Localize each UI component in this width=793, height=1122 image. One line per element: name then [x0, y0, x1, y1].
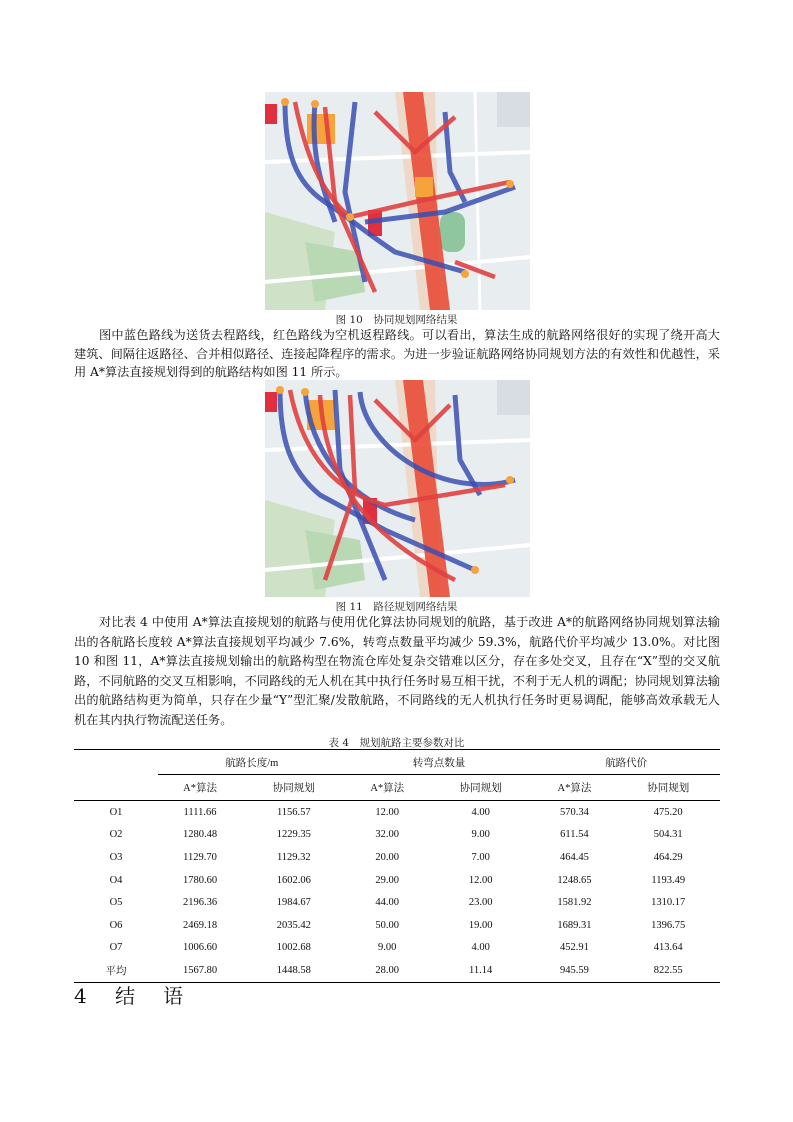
table-row-average: [74, 959, 720, 982]
figure-10-map: [265, 92, 530, 310]
table-cell: 2196.36: [182, 897, 218, 909]
table-cell: 2035.42: [276, 919, 311, 931]
table-cell: 9.00: [378, 942, 397, 954]
group-header-turns: 转弯点数量: [346, 750, 533, 775]
table-cell: 452.91: [559, 942, 589, 954]
table-row: [74, 914, 720, 937]
section-heading: [74, 980, 187, 1009]
table-cell: 28.00: [346, 959, 429, 982]
table-cell: 23.00: [468, 897, 493, 909]
row-label: O7: [109, 942, 123, 954]
row-label: O1: [109, 806, 123, 818]
table-cell: 1581.92: [557, 897, 592, 909]
table-cell: 2469.18: [182, 919, 218, 931]
table-cell: 945.59: [532, 959, 616, 982]
paragraph-1-text: 图中蓝色路线为送货去程路线，红色路线为空机返程路线。可以看出，算法生成的航路网络很好的实现了绕开高大建筑、间隔往返路径、合并相似路径、连接起降程序的需求。为进一步验证航路网络协同规划方法的有效性和优越性，采用 A*算法直接规划得到的航路结构如图 11 所示。: [74, 328, 720, 379]
table-cell: 1111.66: [183, 806, 217, 818]
subheader-cost-astar: A*算法: [532, 775, 616, 801]
table-cell: 4.00: [471, 806, 490, 818]
table-group-header-row: [74, 750, 720, 775]
subheader-turns-coop: 协同规划: [429, 775, 532, 801]
table-4-caption: 表 4 规划航路主要参数对比: [328, 737, 465, 749]
table-4: [74, 749, 720, 983]
table-cell: 4.00: [471, 942, 490, 954]
row-label: O3: [109, 851, 123, 863]
table-cell: 1780.60: [182, 874, 218, 886]
table-cell: 475.20: [653, 806, 683, 818]
table-cell: 32.00: [375, 829, 400, 841]
table-cell: 464.29: [653, 851, 683, 863]
group-header-length: 航路长度/m: [158, 750, 346, 775]
table-cell: 1129.32: [276, 851, 311, 863]
table-cell: 1396.75: [651, 919, 686, 931]
table-cell: 1689.31: [557, 919, 592, 931]
table-cell: 12.00: [468, 874, 493, 886]
row-label: O4: [109, 874, 123, 886]
paragraph-2-text: 对比表 4 中使用 A*算法直接规划的航路与使用优化算法协同规划的航路，基于改进 A*的航路网络协同规划算法输出的各航路长度较 A*算法直接规划平均减少 7.6%，转弯点数量平均减少 59.3%，航路代价平均减少 13.0%。对比图 10 和图 11，A*算法直接规划输出的航路构型在物流仓库处复杂交错难以区分，存在多处交叉，且存在“X”型的交叉航路，不同航路的交叉互相影响，不同路线的无人机在其中执行任务时易互相干扰，不利于无人机的调配；协同规划算法输出的航路结构更为简单，只存在少量“Y”型汇聚/发散航路，不同路线的无人机执行任务时更易调配，能够高效承载无人机在其内执行物流配送任务。: [74, 615, 720, 727]
table-cell: 20.00: [375, 851, 400, 863]
table-cell: 504.31: [653, 829, 683, 841]
subheader-turns-astar: A*算法: [346, 775, 429, 801]
table-cell: 1602.06: [276, 874, 311, 886]
row-label: 平均: [74, 959, 158, 982]
table-cell: 570.34: [559, 806, 589, 818]
table-body: [74, 801, 720, 983]
table-cell: 1193.49: [651, 874, 686, 886]
table-row: [74, 891, 720, 914]
table-cell: 1006.60: [182, 942, 218, 954]
table-cell: 12.00: [375, 806, 400, 818]
subheader-length-astar: A*算法: [158, 775, 242, 801]
group-header-cost: 航路代价: [532, 750, 720, 775]
table-cell: 1310.17: [651, 897, 686, 909]
figure-11-map: [265, 380, 530, 597]
table-cell: 1229.35: [276, 829, 311, 841]
table-cell: 1248.65: [557, 874, 592, 886]
section-number: 4: [74, 984, 91, 1008]
table-cell: 7.00: [471, 851, 490, 863]
table-cell: 29.00: [375, 874, 400, 886]
table-cell: 1002.68: [276, 942, 311, 954]
table-subheader-row: [74, 775, 720, 801]
table-row: [74, 824, 720, 847]
table-cell: 464.45: [559, 851, 589, 863]
table-cell: 1984.67: [276, 897, 311, 909]
table-row: [74, 801, 720, 824]
figure-10-route-network: [265, 92, 530, 310]
row-label: O6: [109, 919, 123, 931]
table-cell: 11.14: [429, 959, 532, 982]
table-row: [74, 846, 720, 869]
row-label: O2: [109, 829, 123, 841]
table-cell: 19.00: [468, 919, 493, 931]
table-row: [74, 869, 720, 892]
table-cell: 1280.48: [182, 829, 218, 841]
section-title: 结 语: [115, 984, 188, 1008]
table-cell: 413.64: [653, 942, 683, 954]
table-cell: 50.00: [375, 919, 400, 931]
paragraph-2: [74, 613, 720, 730]
table-cell: 9.00: [471, 829, 490, 841]
table-row: [74, 937, 720, 960]
row-label: O5: [109, 897, 123, 909]
table-cell: 1448.58: [242, 959, 345, 982]
subheader-cost-coop: 协同规划: [616, 775, 720, 801]
figure-11-caption: 图 11 路径规划网络结果: [335, 601, 458, 613]
table-cell: 1567.80: [158, 959, 242, 982]
table-cell: 822.55: [616, 959, 720, 982]
table-empty-subheader: [74, 775, 158, 801]
table-empty-header: [74, 750, 158, 775]
figure-10-caption: 图 10 协同规划网络结果: [335, 314, 458, 326]
figure-11-route-network: [265, 380, 530, 597]
table-cell: 1156.57: [276, 806, 311, 818]
table-cell: 611.54: [560, 829, 589, 841]
paragraph-1: [74, 326, 720, 382]
subheader-length-coop: 协同规划: [242, 775, 345, 801]
table-cell: 44.00: [375, 897, 400, 909]
table-cell: 1129.70: [183, 851, 217, 863]
